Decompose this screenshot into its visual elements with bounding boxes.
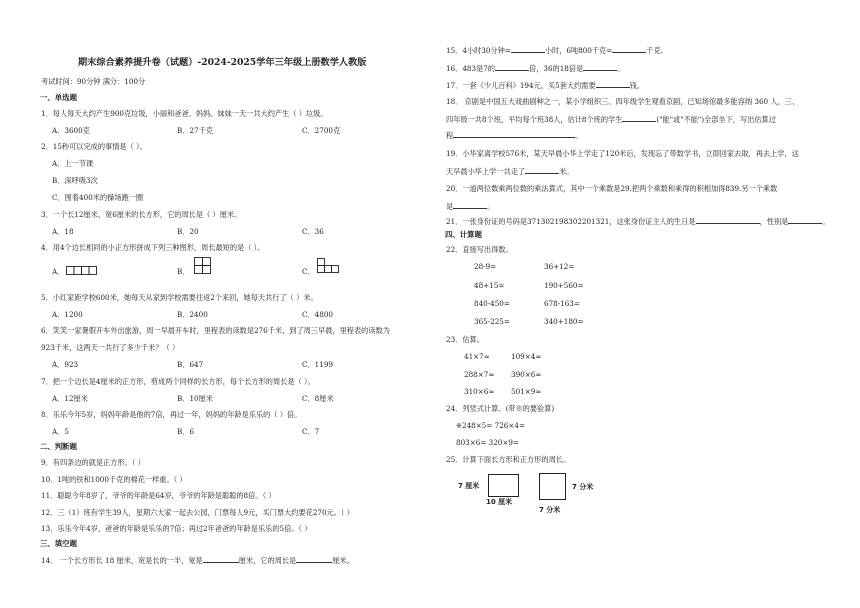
question-10: 10．1吨的铁和1000千克的棉花一样重。（ ） [41, 475, 187, 484]
question-22: 22．直接写出得数。 [446, 245, 513, 254]
q6-option-c[interactable]: C．1199 [302, 360, 333, 369]
question-1: 1．每人每天大约产生900克垃圾，小丽和爸爸、妈妈、妹妹一天一共大约产生（ ）垃圾。 [41, 109, 328, 118]
question-20: 20．一道两位数乘两位数的乘法算式，其中一个乘数是29.把两个乘数和乘得的积相加得839.另一个乘数 [446, 184, 778, 193]
q23-item: 501×9≈ [511, 387, 542, 396]
q2-option-a[interactable]: A．上一节课 [52, 159, 94, 168]
q8-option-c[interactable]: C．7 [302, 427, 320, 436]
q17-blank[interactable] [596, 80, 630, 88]
q7-option-a[interactable]: A．12厘米 [52, 394, 88, 403]
q14-blank-2[interactable] [296, 555, 332, 563]
q4-option-a[interactable]: A． [52, 267, 65, 276]
square-figure [539, 473, 567, 501]
question-18-line2: 四年级一共8个班，平均每个班38人，估计8个班的学生 ("能"或"不能")全部坐下，写出估算过 [446, 115, 776, 124]
q2-option-c[interactable]: C．围着400米的操场跑一圈 [52, 193, 144, 202]
q6-option-a[interactable]: A．923 [52, 360, 79, 369]
shape-1x4-row-figure [66, 266, 98, 275]
q22-item: 840-450= [474, 299, 510, 308]
page-title: 期末综合素养提升卷（试题）-2024-2025学年三年级上册数学人教版 [78, 57, 367, 68]
question-19: 19．小华家离学校576米，某天早晨小华上学走了120米后，发现忘了带数学书，立即回家去取，再去上学，这 [446, 149, 799, 158]
q5-option-a[interactable]: A．1200 [52, 310, 83, 319]
q3-option-c[interactable]: C．36 [302, 227, 324, 236]
q20-blank[interactable] [453, 201, 487, 209]
question-13: 13．乐乐今年4岁，爸爸的年龄是乐乐的7倍；再过2年爸爸的年龄是乐乐的5倍。（ ） [41, 524, 312, 533]
q22-item: 190+560= [544, 281, 584, 290]
shape-l-tetromino-figure [317, 258, 341, 274]
q22-item: 28-9= [474, 262, 497, 271]
q19-blank[interactable] [525, 166, 559, 174]
q21-blank-2[interactable] [788, 216, 822, 224]
question-12: 12．三（1）班有学生39人，星期六大家一起去公园，门票每人9元，买门票大约要花270元。（ ） [41, 508, 354, 517]
question-5: 5．小红家距学校600米，她每天从家到学校需要往返2个来回，她每天共行了（ ）米。 [41, 293, 318, 302]
q6-option-b[interactable]: B．647 [177, 360, 204, 369]
q8-option-b[interactable]: B．6 [177, 427, 195, 436]
question-8: 8．乐乐今年5岁，妈妈年龄是他的7倍，再过一年，妈妈的年龄是乐乐的（ ）倍。 [41, 410, 302, 419]
question-2: 2．15秒可以完成的事情是（ ）。 [41, 142, 147, 151]
question-21: 21．一张身份证的号码是371302198302201321，这张身份证主人的生日是 ，性别是 。 [446, 217, 830, 226]
q5-option-b[interactable]: B．2400 [177, 310, 208, 319]
q1-option-a[interactable]: A．3600克 [52, 126, 90, 135]
q22-item: 48+15= [474, 281, 505, 290]
question-6: 6．笑笑一家暑假开车外出旅游，周一早晨开车时，里程表的读数是276千米，到了周三早晨，里程表的读数为 [41, 326, 390, 335]
q18-blank-2[interactable] [453, 130, 575, 138]
q22-item: 340+180= [544, 317, 584, 326]
question-18-line3: 程 。 [446, 131, 583, 140]
q8-option-a[interactable]: A．5 [52, 427, 69, 436]
q4-option-b[interactable]: B． [177, 267, 190, 276]
question-6-cont: 923千米，这两天一共行了多少千米？（ ） [41, 343, 180, 352]
question-11: 11．聪聪今年8岁了，爷爷的年龄是64岁，爷爷的年龄是聪聪的8倍。（ ） [41, 491, 276, 500]
question-20-line2: 是 。 [446, 202, 495, 211]
q23-item: 41×7≈ [464, 352, 490, 361]
q1-option-b[interactable]: B．27千克 [177, 126, 213, 135]
question-4: 4．用4个边长相同的小正方形拼成下列三种图形，周长最短的是（ ）。 [41, 243, 265, 252]
q1-option-c[interactable]: C．2700克 [302, 126, 341, 135]
question-3: 3．一个长12厘米，宽6厘米的长方形，它的周长是（ ）厘米。 [41, 210, 242, 219]
q18-blank-1[interactable] [622, 114, 656, 122]
q15-blank-1[interactable] [511, 45, 545, 53]
q15-blank-2[interactable] [612, 45, 646, 53]
q16-blank-1[interactable] [495, 63, 529, 71]
q7-option-b[interactable]: B．10厘米 [177, 394, 213, 403]
question-25: 25．计算下面长方形和正方形的周长。 [446, 455, 571, 464]
question-24: 24．列竖式计算。(带※的要验算) [446, 404, 555, 413]
q16-blank-2[interactable] [583, 63, 617, 71]
q3-option-a[interactable]: A．18 [52, 227, 74, 236]
rect-height-label: 7 厘米 [458, 482, 480, 490]
q21-blank-1[interactable] [696, 216, 760, 224]
q22-item: 365-225= [474, 317, 510, 326]
question-7: 7．把一个边长是4厘米的正方形，剪成两个同样的长方形，每个长方形的周长是（ ）。 [41, 377, 315, 386]
q23-item: 390×6≈ [511, 370, 542, 379]
q24-line-1: ※248×5= 726×4= [456, 421, 525, 430]
q24-line-2: 803×6= 320×9= [456, 438, 519, 447]
question-14: 14． 一个长方形长 18 厘米，宽是长的一半，宽是 厘米，它的周长是 厘米。 [41, 556, 354, 565]
q23-item: 109×4≈ [511, 352, 542, 361]
question-23: 23．估算。 [446, 335, 484, 344]
exam-meta: 考试时间：90分钟 满分：100分 [41, 77, 146, 86]
question-18: 18． 京剧是中国五大戏曲剧种之一，某小学组织三、四年级学生观看京剧，已知场馆最多能容纳 360 人，三、 [446, 97, 800, 106]
question-15: 15．4小时30分钟= 小时，6吨800千克= 千克. [446, 46, 663, 55]
shape-2x2-square-figure [194, 257, 212, 275]
question-19-line2: 天早晨小华上学一共走了 米。 [446, 167, 574, 176]
section-heading-calc: 四、计算题 [445, 230, 482, 239]
section-heading-judge: 二、判断题 [40, 442, 77, 451]
question-17: 17．一套《少儿百科》194元，买5套大约需要 钱。 [446, 81, 645, 90]
q7-option-c[interactable]: C．8厘米 [302, 394, 334, 403]
question-16: 16．483是7的 倍，36的18倍是 。 [446, 64, 625, 73]
square-side-label: 7 分米 [572, 483, 594, 491]
rectangle-figure [488, 474, 520, 498]
q14-blank-1[interactable] [203, 555, 239, 563]
q23-item: 310×6≈ [464, 387, 495, 396]
q22-item: 678-163= [544, 299, 580, 308]
question-9: 9．有四条边的就是正方形。（ ） [41, 458, 145, 467]
q2-option-b[interactable]: B．深呼吸3次 [52, 176, 98, 185]
square-bottom-label: 7 分米 [539, 506, 561, 514]
rect-width-label: 10 厘米 [486, 498, 513, 506]
q5-option-c[interactable]: C．4800 [302, 310, 333, 319]
q23-item: 288×7≈ [464, 370, 495, 379]
section-heading-choice: 一、单选题 [40, 93, 77, 102]
q22-item: 36+12= [544, 262, 575, 271]
section-heading-fill: 三、填空题 [40, 539, 77, 548]
q4-option-c[interactable]: C． [302, 267, 315, 276]
q3-option-b[interactable]: B．20 [177, 227, 199, 236]
